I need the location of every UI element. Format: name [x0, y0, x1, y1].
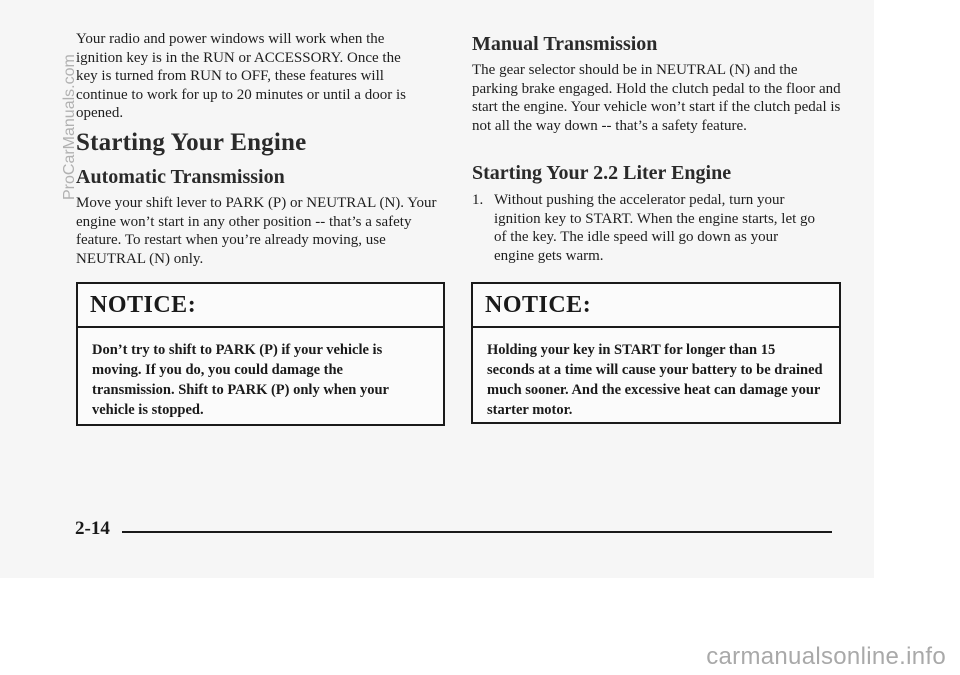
step-number: 1. — [472, 192, 484, 208]
notice-text: Don’t try to shift to PARK (P) if your vehicle is moving. If you do, you could damage the transmission. Shift to PARK (P) only when your vehicle is stopped. — [92, 342, 389, 418]
notice-text: Holding your key in START for longer than 15 seconds at a time will cause your battery to be drained much sooner. And the excessive heat can damage your starter motor. — [487, 342, 823, 418]
automatic-transmission-heading: Automatic Transmission — [76, 166, 285, 188]
list-item — [472, 191, 817, 265]
automatic-transmission-paragraph: Move your shift lever to PARK (P) or NEUTRAL (N). Your engine won’t start in any other position -- that’s a safety feature. To restart when you’re already moving, use NEUTRAL (N) only. — [76, 195, 437, 267]
intro-paragraph: Your radio and power windows will work when the ignition key is in the RUN or ACCESSORY. Once the key is turned from RUN to OFF, these features will continue to work for up to 20 minutes or until a door is opened. — [76, 31, 406, 121]
notice-box-right — [471, 282, 841, 424]
manual-transmission-paragraph: The gear selector should be in NEUTRAL (N) and the parking brake engaged. Hold the clutch pedal to the floor and start the engine. Your vehicle won’t start if the clutch pedal is not all the way down -- that’s a safety feature. — [472, 62, 841, 134]
notice-title: NOTICE: — [473, 284, 839, 328]
footer-watermark-link[interactable]: carmanualsonline.info — [706, 643, 946, 670]
notice-title: NOTICE: — [78, 284, 443, 328]
step-text: Without pushing the accelerator pedal, turn your ignition key to START. When the engine starts, let go of the key. The idle speed will go down as your engine gets warm. — [494, 192, 816, 264]
steps-list — [472, 191, 817, 265]
engine-start-heading: Starting Your 2.2 Liter Engine — [472, 162, 732, 184]
page-number: 2-14 — [75, 518, 110, 539]
vertical-watermark: ProCarManuals.com — [61, 54, 78, 200]
section-heading: Starting Your Engine — [76, 129, 307, 156]
notice-box-left — [76, 282, 445, 426]
footer-rule — [122, 531, 832, 533]
manual-transmission-heading: Manual Transmission — [472, 33, 658, 55]
